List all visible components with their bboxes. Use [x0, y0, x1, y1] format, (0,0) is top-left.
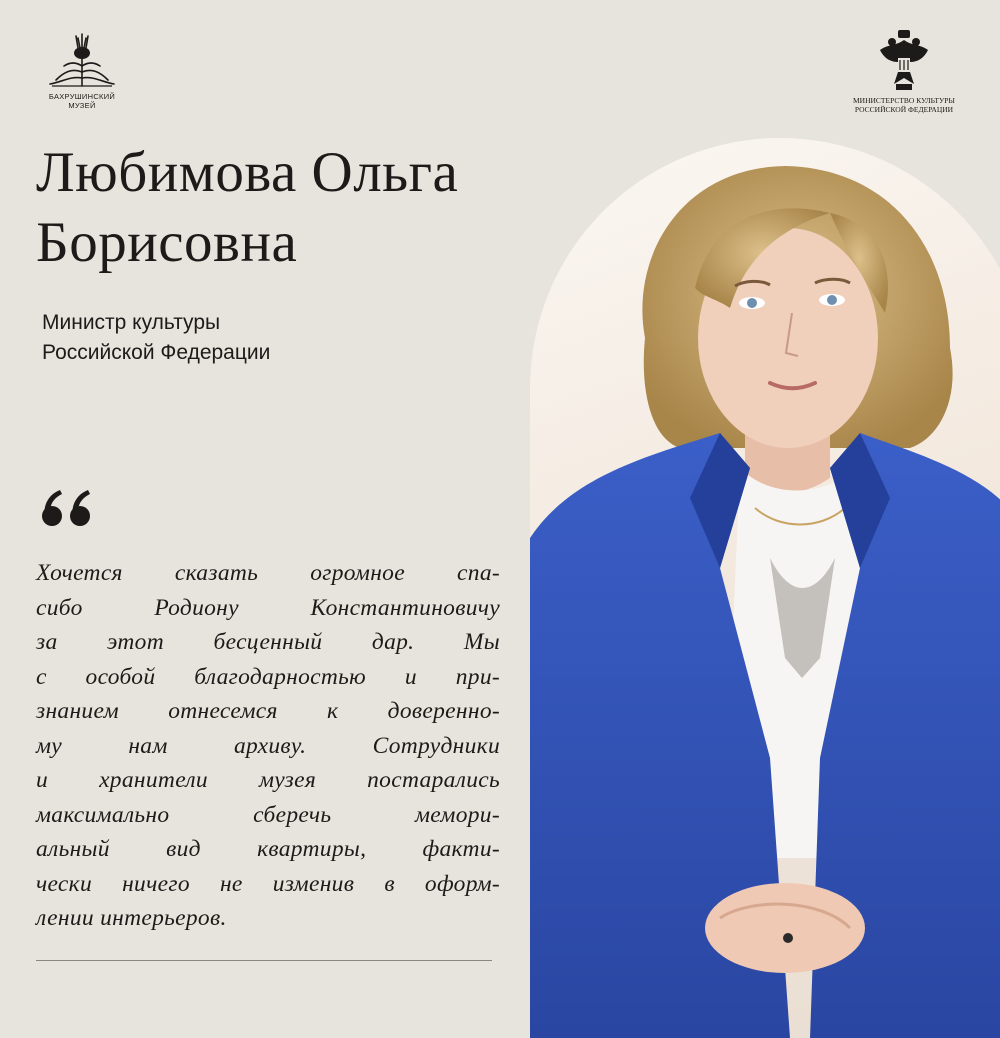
person-name-line-1: Любимова Ольга	[36, 141, 459, 204]
divider	[36, 960, 492, 961]
person-position	[42, 308, 270, 368]
quote-line: Хочется сказать огромное спа-	[36, 560, 500, 586]
quote-line: максимально сберечь мемори-	[36, 801, 500, 828]
person-position-line-2: Российской Федерации	[42, 341, 271, 364]
portrait-photo	[530, 138, 1000, 1038]
thistle-emblem-icon	[42, 28, 122, 90]
person-name-line-2: Борисовна	[36, 211, 298, 274]
museum-logo	[36, 28, 128, 110]
quote-open-icon	[40, 490, 96, 535]
quote-line: за этот бесценный дар. Мы	[36, 629, 500, 655]
quote-line: чески ничего не изменив в оформ-	[36, 870, 500, 897]
quote-line: лении интерьеров.	[36, 905, 227, 931]
quote-line: с особой благодарностью и при-	[36, 663, 500, 690]
quote-line: и хранители музея постарались	[36, 767, 500, 793]
quote-line: му нам архиву. Сотрудники	[36, 732, 500, 759]
quote-line: сибо Родиону Константиновичу	[36, 594, 500, 621]
ministry-logo	[842, 28, 966, 114]
ministry-name-line-1: МИНИСТЕРСТВО КУЛЬТУРЫ	[853, 96, 955, 105]
quote-line: альный вид квартиры, факти-	[36, 836, 500, 862]
person-position-line-1: Министр культуры	[42, 311, 221, 334]
ministry-name-line-2: РОССИЙСКОЙ ФЕДЕРАЦИИ	[854, 105, 954, 114]
quote-line: знанием отнесемся к доверенно-	[36, 698, 500, 724]
museum-name-line-2: МУЗЕЙ	[68, 101, 96, 110]
quote-text	[36, 556, 500, 936]
person-name	[36, 138, 458, 278]
museum-name-line-1: БАХРУШИНСКИЙ	[48, 92, 116, 101]
double-headed-eagle-icon	[876, 28, 932, 92]
